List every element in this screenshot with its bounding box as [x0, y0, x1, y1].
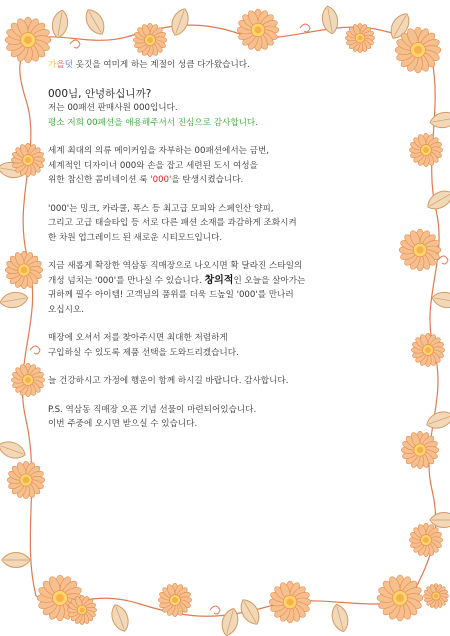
flower-icon: [67, 595, 96, 624]
para1-text: 위한 참신한 콤비네이션 룩: [48, 175, 151, 185]
intro-accent-1: 가: [48, 60, 57, 70]
flower-icon: [237, 9, 279, 51]
para3-line: 오십시오.: [48, 304, 84, 315]
flower-icon: [5, 251, 42, 288]
emphasis-word: 창의적: [204, 274, 234, 286]
greeting: 000님, 안녕하십니까?: [48, 87, 152, 100]
flower-icon: [411, 333, 444, 366]
leaf-icon: [424, 408, 450, 432]
vine-curl: [300, 24, 310, 32]
leaf-icon: [0, 290, 29, 310]
leaf-icon: [168, 6, 192, 37]
flower-icon: [377, 575, 423, 621]
para2-line: 그리고 고급 태슬타입 등 서로 다른 패션 소재를 과감하게 조화시켜: [48, 218, 297, 228]
flower-icon: [269, 581, 311, 623]
para4-line: 구입하실 수 있도록 제품 선택을 도와드리겠습니다.: [48, 347, 239, 358]
para2-line: '000'는 밍크, 카라쿨, 폭스 등 최고급 모피와 스페인산 양피,: [48, 203, 274, 214]
leaf-icon: [320, 5, 340, 35]
vine-curl: [210, 606, 220, 614]
intro-text: 옷깃을 여미게 하는 계절이 성큼 다가왔습니다.: [72, 60, 250, 70]
flower-icon: [11, 143, 44, 176]
para1-text: 을 탄생시켰습니다.: [171, 175, 244, 185]
leaf-icon: [329, 603, 351, 634]
para4-line: 매장에 오셔서 저를 찾아주시면 최대한 저렴하게: [48, 333, 228, 343]
flower-icon: [409, 523, 442, 556]
leaf-icon: [2, 553, 30, 568]
intro-line: [48, 58, 403, 73]
para3-line: 지금 새롭게 확장한 역삼동 직매장으로 나오시면 확 달라진 스타일의: [48, 261, 303, 271]
flower-icon: [345, 23, 374, 52]
vine-curl: [70, 40, 80, 48]
flower-icon: [158, 583, 191, 616]
leaf-icon: [237, 596, 264, 628]
para1-line: [48, 173, 403, 188]
vine: [20, 40, 36, 596]
flower-icon: [11, 363, 44, 396]
flower-icon: [409, 133, 442, 166]
ps-line: 이번 주중에 오시면 받으실 수 있습니다.: [48, 419, 198, 429]
brand-highlight: '000': [150, 175, 172, 185]
para3-line: 귀하께 필수 아이템! 고객님의 품위를 더욱 드높일 '000'를 만나러: [48, 290, 294, 300]
leaf-icon: [424, 187, 450, 214]
para3-line: [48, 274, 403, 289]
para2-line: 한 차원 업그레이드 된 새로운 시티모드입니다.: [48, 232, 223, 243]
ps-line: P.S. 역삼동 직매장 오픈 기념 선물이 마련되어있습니다.: [48, 404, 257, 415]
closing-line: 늘 건강하시고 가정에 행운이 함께 하시길 바랍니다. 감사합니다.: [48, 376, 289, 386]
leaf-icon: [431, 290, 450, 310]
letter-body: [48, 58, 403, 432]
intro-accent-2: 을: [56, 60, 65, 70]
sender-line: 저는 00패션 판매사원 000입니다.: [48, 103, 178, 113]
flower-icon: [5, 17, 51, 63]
leaf-icon: [50, 9, 70, 39]
leaf-icon: [82, 6, 109, 38]
para1-line: 세계 최대의 의류 메이커임을 자부하는 00패션에서는 금번,: [48, 146, 269, 156]
leaf-icon: [108, 602, 132, 633]
leaf-icon: [0, 438, 28, 462]
intro-accent-3: 덧: [64, 60, 73, 70]
flower-icon: [401, 431, 438, 468]
leaf-icon: [219, 607, 241, 636]
vine-curl: [30, 346, 40, 354]
para3-text: 개성 넘치는 '000'를 만나실 수 있습니다.: [48, 275, 205, 286]
flower-icon: [7, 461, 44, 498]
flower-icon: [424, 584, 449, 609]
thanks-line: 평소 저희 00패션을 애용해주셔서 진심으로 감사합니다.: [48, 117, 258, 128]
para1-line: 세계적인 디자이너 000와 손을 잡고 세련된 도시 여성을: [48, 160, 258, 171]
leaf-icon: [429, 110, 450, 130]
flower-icon: [399, 229, 441, 271]
flower-icon: [133, 23, 166, 56]
para3-text: 인 오늘을 살아가는: [233, 275, 306, 286]
